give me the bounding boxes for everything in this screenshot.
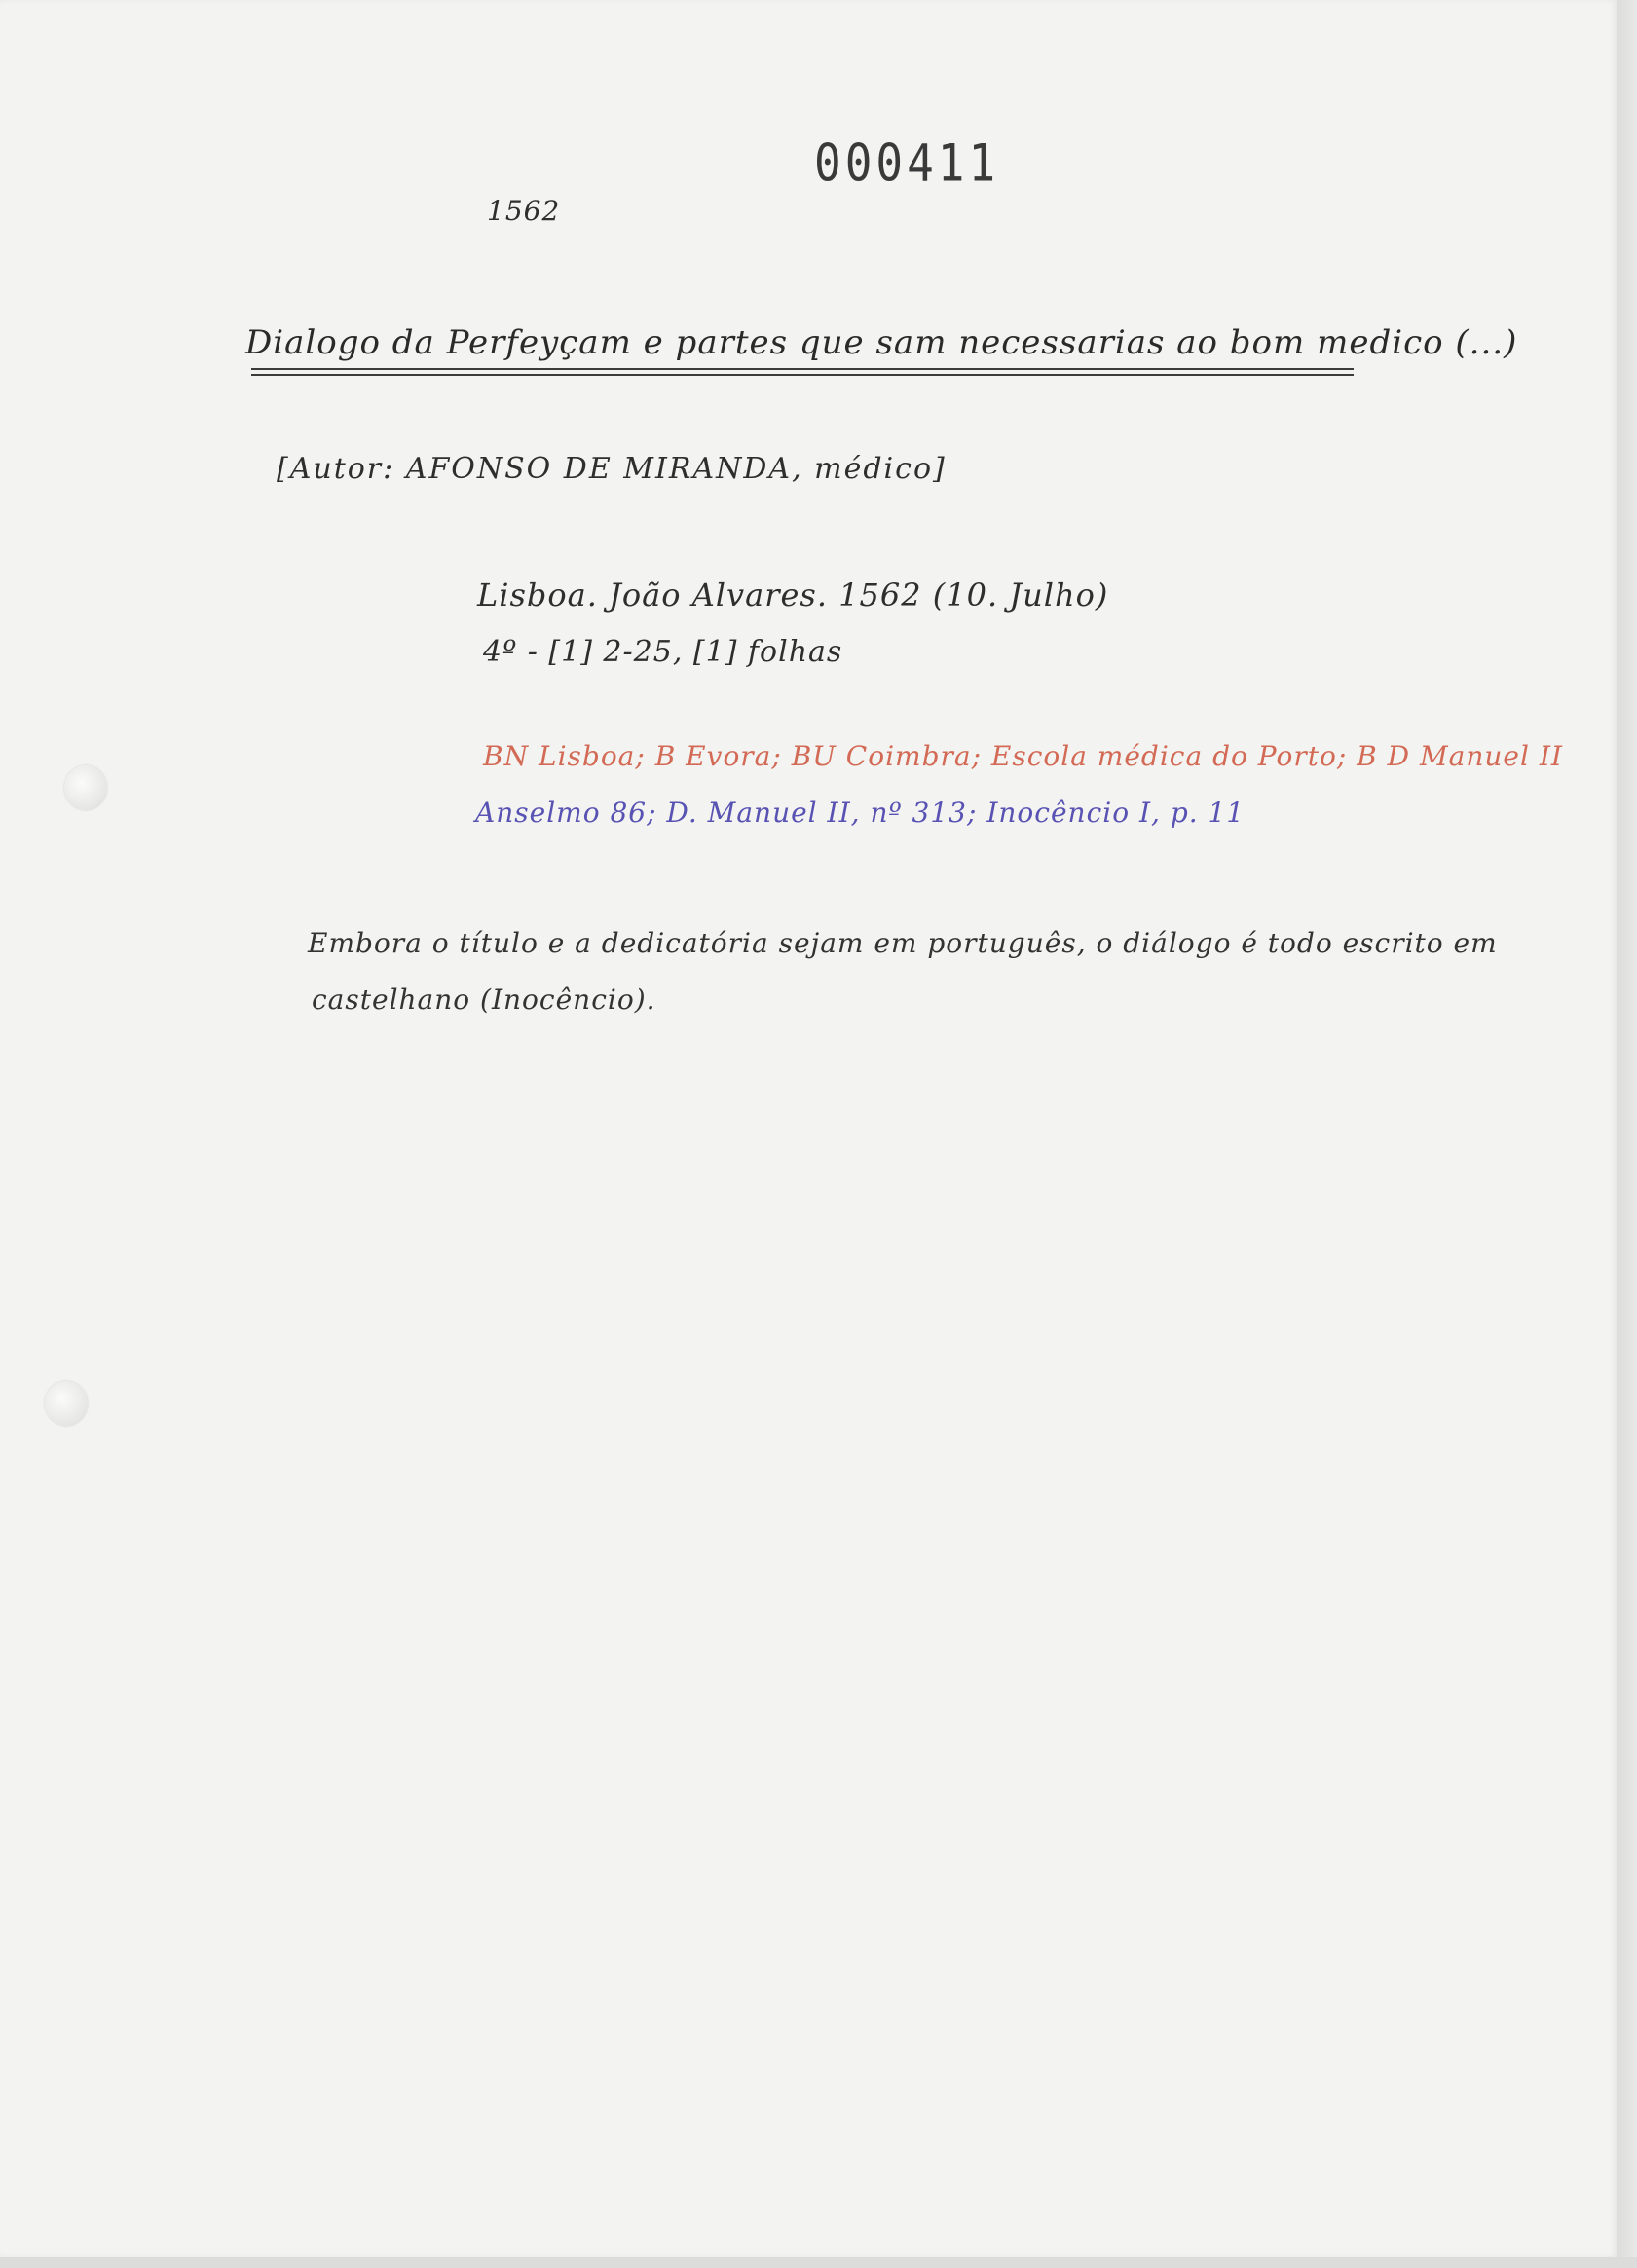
note-line-1: Embora o título e a dedicatória sejam em português, o diálogo é todo escrito em [308,927,1498,959]
work-title: Dialogo da Perfeyçam e partes que sam necessarias ao bom medico (...) [245,323,1518,362]
author-line: [Autor: AFONSO DE MIRANDA, médico] [277,452,947,486]
title-double-underline [251,374,1354,376]
scan-edge-bottom [0,2257,1637,2268]
format-line: 4º - [1] 2-25, [1] folhas [483,635,843,669]
year-label: 1562 [487,195,561,227]
punch-hole-top [64,765,107,810]
punch-hole-bottom [45,1381,88,1426]
title-underline [251,368,1354,370]
library-holdings: BN Lisboa; B Evora; BU Coimbra; Escola médica do Porto; B D Manuel II [483,740,1563,772]
note-line-2: castelhano (Inocêncio). [312,984,656,1016]
scan-edge-right [1617,0,1637,2268]
imprint-line: Lisboa. João Alvares. 1562 (10. Julho) [477,576,1109,613]
accession-number-stamp: 000411 [814,131,1000,194]
bibliographic-references: Anselmo 86; D. Manuel II, nº 313; Inocêncio I, p. 11 [475,797,1246,829]
